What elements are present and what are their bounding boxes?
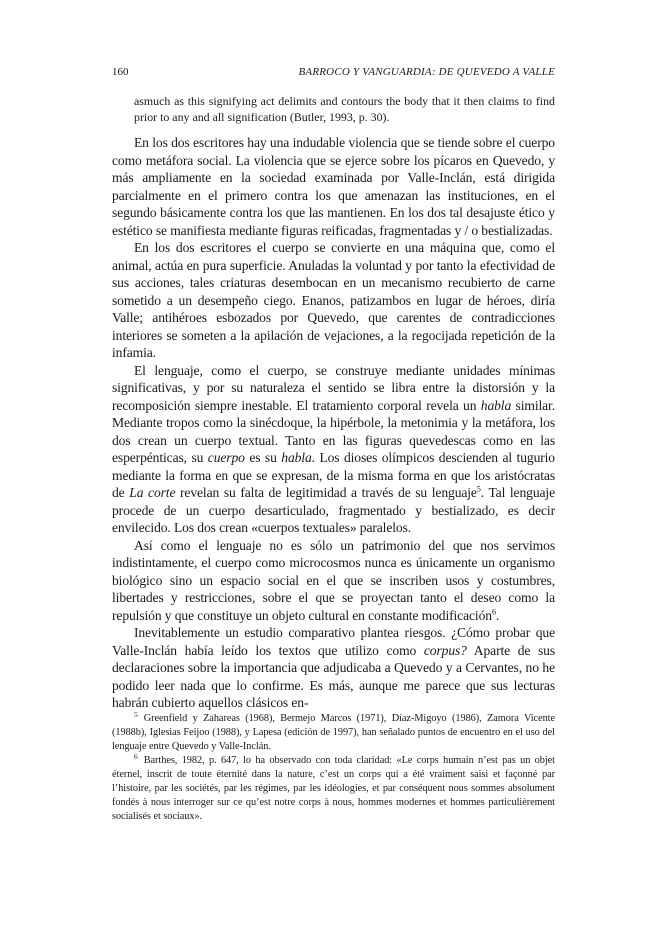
italic-term-habla-2: habla bbox=[281, 450, 312, 465]
paragraph-4 bbox=[112, 537, 555, 625]
italic-title-la-corte: La corte bbox=[129, 485, 176, 500]
footnote-mark: 5 bbox=[134, 709, 138, 719]
paragraph-2: En los dos escritores el cuerpo se convierte en una máquina que, como el animal, actúa en pura superficie. Anuladas la voluntad y por tanto la efectividad de sus acciones, tales criaturas desembocan en un mecanismo recubierto de carne sometido a un desempeño ciego. Enanos, patizambos en lugar de héroes, diría Valle; antihéroes esbozados por Quevedo, que carentes de contradicciones interiores se someten a la apilación de vejaciones, a la regocijada repetición de la infamia. bbox=[112, 240, 555, 360]
block-quote: asmuch as this signifying act delimits and contours the body that it then claims to find prior to any and all signification (Butler, 1993, p. 30). bbox=[134, 94, 555, 124]
paragraph-3 bbox=[112, 362, 555, 537]
text-run: . Los dioses olímpicos descienden al tugurio mediante la forma en que se expresan, de la misma forma en que los aristócratas de bbox=[112, 450, 555, 500]
footnotes bbox=[112, 709, 555, 824]
italic-term-habla: habla bbox=[480, 397, 512, 413]
text-run: . Tal lenguaje procede de un cuerpo desarticulado, fragmentado y bestializado, es decir envilecido. Los dos crean «cuerpos textuales» paralelos. bbox=[112, 485, 555, 535]
page-header bbox=[112, 64, 555, 80]
page-number: 160 bbox=[112, 66, 129, 78]
italic-term-cuerpo: cuerpo bbox=[207, 450, 245, 465]
paragraph-5 bbox=[112, 624, 555, 712]
footnote-5 bbox=[112, 709, 555, 754]
text-run: El lenguaje, como el cuerpo, se construye mediante unidades mínimas significativas, y por su naturaleza el sentido se libra entre la distorsión y la recomposición siempre inestable. El tratamiento corporal revela un bbox=[112, 362, 555, 413]
text-run: es su bbox=[244, 450, 282, 465]
text-run: Aparte de sus declaraciones sobre la importancia que adjudicaba a Quevedo y a Cervantes, no he podido leer nada que lo confirme. Es más, aunque me parece que sus lecturas habrán cubierto aquellos clásicos en- bbox=[112, 642, 555, 710]
footnote-text: Barthes, 1982, p. 647, lo ha observado con toda claridad: «Le corps humain n’est pas un objet éternel, inscrit de toute éternité dans la nature, c’est un corps qui a été vraiment saisi et façonné par l’histoire, par les sociétés, par les régimes, par les idéologies, et par conséquent nous sommes absolument fondés à nous interroger sur ce qu’est notre corps à nous, hommes modernes et hommes particulièrement socialisés et sociaux». bbox=[112, 755, 555, 822]
text-run: Así como el lenguaje no es sólo un patrimonio del que nos servimos indistintamente, el cuerpo como microcosmos nunca es únicamente un organismo biológico sino un espacio social en el que se inscriben usos y costumbres, libertades y restricciones, sobre el que se proyectan tanto el deseo como la repulsión y que constituye un objeto cultural en constante modificación bbox=[112, 537, 555, 623]
italic-term-corpus: corpus? bbox=[423, 642, 467, 658]
paragraph-1: En los dos escritores hay una indudable violencia que se tiende sobre el cuerpo como metáfora social. La violencia que se ejerce sobre los pícaros en Quevedo, y más ampliamente en la sociedad examinada por Valle-Inclán, está dirigida parcialmente en el primero contra los que amenazan las instituciones, en el segundo básicamente contra los que las mantienen. En los dos tal desajuste ético y estético se manifiesta mediante figuras reificadas, fragmentadas y / o bestializadas. bbox=[112, 135, 555, 238]
footnote-ref-6[interactable]: 6 bbox=[491, 606, 496, 616]
footnote-mark: 6 bbox=[134, 751, 138, 761]
text-run: revelan su falta de legitimidad a través de su lenguaje bbox=[175, 485, 477, 500]
footnote-text: Greenfield y Zahareas (1968), Bermejo Marcos (1971), Díaz-Migoyo (1986), Zamora Vicente (1988b), Iglesias Feijoo (1988), y Lapesa (edición de 1997), han señalado puntos de encuentro en el uso del lenguaje entre Quevedo y Valle-Inclán. bbox=[112, 713, 555, 752]
main-text bbox=[112, 93, 555, 712]
footnote-6 bbox=[112, 751, 555, 824]
text-run: . bbox=[495, 607, 500, 623]
footnote-ref-5[interactable]: 5 bbox=[476, 484, 481, 494]
text-run: similar. Mediante tropos como la sinécdoque, la hipérbole, la metonimia y la metáfora, los dos crean un cuerpo textual. Tanto en las figuras quevedescas como en las esperpénticas, su bbox=[112, 397, 555, 465]
text-run: Inevitablemente un estudio comparativo plantea riesgos. ¿Cómo probar que Valle-Inclán había leído los textos que utilizo como bbox=[112, 625, 555, 658]
running-head: BARROCO Y VANGUARDIA: DE QUEVEDO A VALLE bbox=[298, 66, 555, 78]
